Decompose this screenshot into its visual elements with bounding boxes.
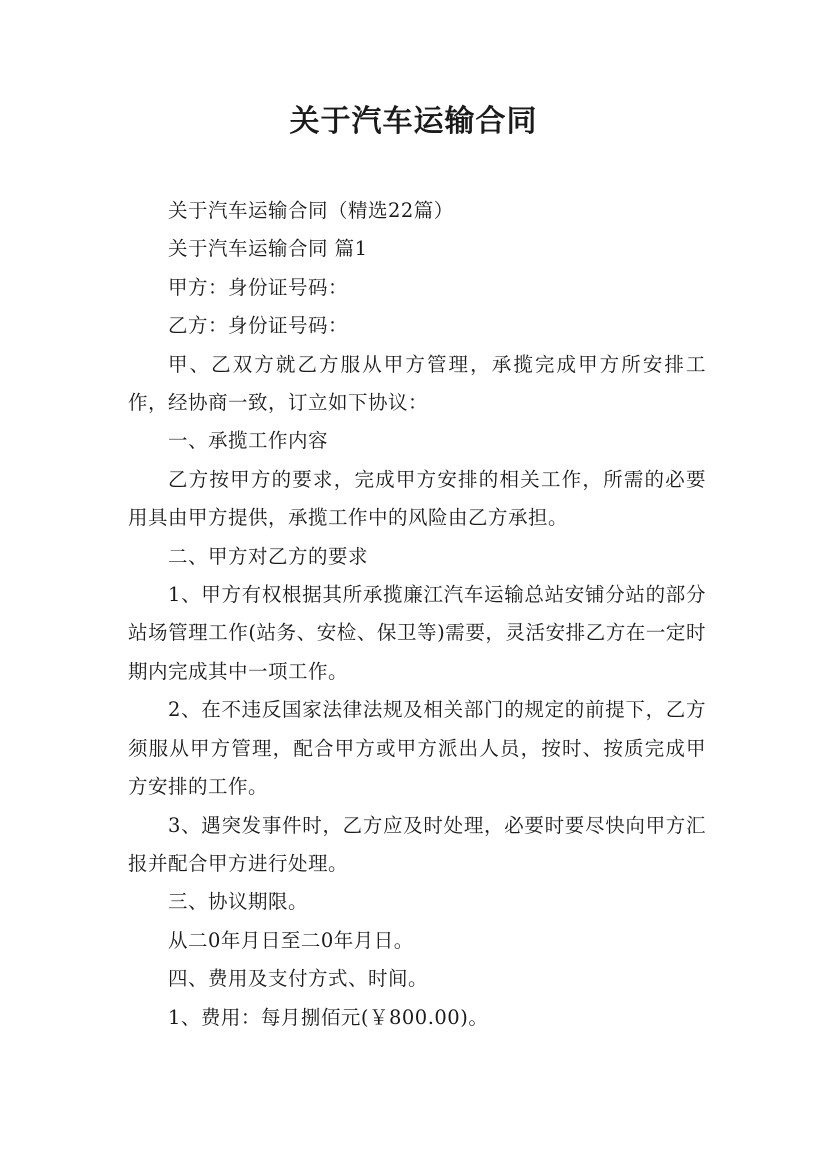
paragraph-heading-1: 一、承揽工作内容 bbox=[167, 429, 328, 453]
paragraph-heading-4: 四、费用及支付方式、时间。 bbox=[167, 967, 428, 991]
paragraph-term: 从二0年月日至二0年月日。 bbox=[167, 928, 414, 952]
document-title: 关于汽车运输合同 bbox=[289, 104, 538, 139]
paragraph-clause-1: 1、甲方有权根据其所承揽廉江汽车运输总站安铺分站的部分站场管理工作(站务、安检、保卫等)需要，灵活安排乙方在一定时期内完成其中一项工作。 bbox=[128, 583, 706, 683]
paragraph-heading-2: 二、甲方对乙方的要求 bbox=[167, 544, 368, 568]
document-body bbox=[128, 192, 706, 1037]
paragraph-fee: 1、费用：每月捌佰元(￥800.00)。 bbox=[167, 1005, 489, 1029]
paragraph-heading-3: 三、协议期限。 bbox=[167, 890, 308, 914]
paragraph-party-b: 乙方：身份证号码： bbox=[167, 314, 348, 338]
paragraph-preamble: 甲、乙双方就乙方服从甲方管理，承揽完成甲方所安排工作，经协商一致，订立如下协议： bbox=[128, 352, 706, 415]
paragraph-clause-3: 3、遇突发事件时，乙方应及时处理，必要时要尽快向甲方汇报并配合甲方进行处理。 bbox=[128, 813, 706, 875]
paragraph-subtitle: 关于汽车运输合同（精选22篇） bbox=[167, 199, 454, 222]
paragraph-section-heading: 关于汽车运输合同 篇1 bbox=[167, 237, 368, 261]
paragraph-party-a: 甲方：身份证号码： bbox=[167, 275, 348, 299]
paragraph-body: 乙方按甲方的要求，完成甲方安排的相关工作，所需的必要用具由甲方提供，承揽工作中的风险由乙方承担。 bbox=[128, 467, 706, 530]
paragraph-clause-2: 2、在不违反国家法律法规及相关部门的规定的前提下，乙方须服从甲方管理，配合甲方或甲方派出人员，按时、按质完成甲方安排的工作。 bbox=[128, 698, 706, 799]
